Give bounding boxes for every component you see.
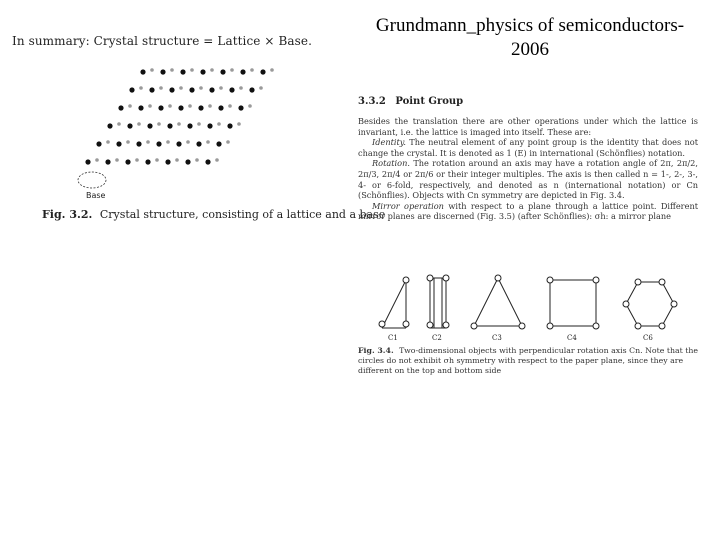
- lattice-point: [238, 105, 243, 110]
- base-atom: [175, 158, 179, 162]
- lattice-point: [227, 123, 232, 128]
- lattice-point: [107, 123, 112, 128]
- section-body: [358, 116, 698, 222]
- lattice-point: [158, 105, 163, 110]
- base-atom: [170, 68, 174, 72]
- lattice-point: [205, 159, 210, 164]
- base-highlight-ellipse: [78, 172, 106, 188]
- base-atom: [219, 86, 223, 90]
- base-atom: [139, 86, 143, 90]
- lattice-point: [207, 123, 212, 128]
- base-atom: [270, 68, 274, 72]
- lattice-point: [165, 159, 170, 164]
- fig-3-4-text: Two-dimensional objects with perpendicular rotation axis Cn. Note that the circles do not exhibit σh symmetry with respect to the paper plane, since they are different on the top and bottom side: [358, 346, 699, 375]
- lattice-point: [189, 87, 194, 92]
- summary-text: In summary: Crystal structure = Lattice × Base.: [12, 34, 313, 48]
- lattice-point: [156, 141, 161, 146]
- section-heading: [358, 96, 463, 107]
- base-atom: [217, 122, 221, 126]
- lattice-point: [176, 141, 181, 146]
- base-atom: [208, 104, 212, 108]
- intro-paragraph: Besides the translation there are other operations under which the lattice is invariant, i.e. the lattice is imaged into itself. These are:: [358, 116, 698, 137]
- c4-shape: [547, 277, 599, 329]
- identity-term: Identity.: [372, 137, 406, 148]
- c1-shape: [379, 277, 409, 328]
- lattice-point: [140, 69, 145, 74]
- mirror-term: Mirror operation: [372, 200, 444, 211]
- lattice-dots: [85, 68, 273, 164]
- rotation-term: Rotation.: [372, 158, 410, 169]
- base-atom: [195, 158, 199, 162]
- lattice-point: [187, 123, 192, 128]
- base-atom: [199, 86, 203, 90]
- base-label: Base: [86, 191, 106, 200]
- base-atom: [186, 140, 190, 144]
- rotation-paragraph: [358, 158, 698, 200]
- lattice-point: [229, 87, 234, 92]
- lattice-point: [136, 141, 141, 146]
- lattice-point: [127, 123, 132, 128]
- lattice-point: [220, 69, 225, 74]
- lattice-point: [138, 105, 143, 110]
- shape-label-c2: C2: [432, 334, 442, 342]
- shape-label-c3: C3: [492, 334, 502, 342]
- base-atom: [117, 122, 121, 126]
- base-atom: [128, 104, 132, 108]
- base-atom: [166, 140, 170, 144]
- rotation-symmetry-figure: [360, 268, 700, 344]
- base-atom: [150, 68, 154, 72]
- identity-text: The neutral element of any point group is the identity that does not change the crystal. It is denoted as 1 (E) in international (Schönflies) notation.: [358, 137, 698, 158]
- base-atom: [237, 122, 241, 126]
- base-atom: [248, 104, 252, 108]
- lattice-point: [178, 105, 183, 110]
- base-atom: [177, 122, 181, 126]
- base-atom: [157, 122, 161, 126]
- lattice-point: [180, 69, 185, 74]
- lattice-point: [216, 141, 221, 146]
- section-title: Point Group: [395, 96, 464, 107]
- base-atom: [95, 158, 99, 162]
- lattice-point: [145, 159, 150, 164]
- c3-shape: [471, 275, 525, 329]
- base-atom: [250, 68, 254, 72]
- fig-3-2-caption: [42, 208, 385, 221]
- base-atom: [206, 140, 210, 144]
- crystal-lattice-figure: [60, 60, 330, 200]
- lattice-point: [169, 87, 174, 92]
- lattice-point: [167, 123, 172, 128]
- base-atom: [148, 104, 152, 108]
- base-atom: [210, 68, 214, 72]
- c6-shape: [623, 279, 677, 329]
- base-atom: [215, 158, 219, 162]
- lattice-point: [196, 141, 201, 146]
- base-atom: [126, 140, 130, 144]
- base-atom: [115, 158, 119, 162]
- lattice-point: [85, 159, 90, 164]
- base-atom: [135, 158, 139, 162]
- lattice-point: [260, 69, 265, 74]
- lattice-point: [209, 87, 214, 92]
- base-atom: [155, 158, 159, 162]
- base-atom: [106, 140, 110, 144]
- base-atom: [230, 68, 234, 72]
- lattice-point: [200, 69, 205, 74]
- base-atom: [188, 104, 192, 108]
- fig-3-4-label: Fig. 3.4.: [358, 346, 394, 355]
- lattice-point: [249, 87, 254, 92]
- base-atom: [197, 122, 201, 126]
- lattice-point: [160, 69, 165, 74]
- base-atom: [190, 68, 194, 72]
- base-atom: [259, 86, 263, 90]
- base-atom: [179, 86, 183, 90]
- base-atom: [146, 140, 150, 144]
- base-atom: [137, 122, 141, 126]
- lattice-point: [149, 87, 154, 92]
- identity-paragraph: [358, 137, 698, 158]
- fig-3-2-label: Fig. 3.2.: [42, 208, 93, 221]
- lattice-point: [96, 141, 101, 146]
- lattice-point: [147, 123, 152, 128]
- lattice-point: [185, 159, 190, 164]
- base-atom: [159, 86, 163, 90]
- lattice-point: [129, 87, 134, 92]
- lattice-point: [116, 141, 121, 146]
- base-atom: [168, 104, 172, 108]
- lattice-point: [198, 105, 203, 110]
- base-atom: [239, 86, 243, 90]
- base-atom: [226, 140, 230, 144]
- lattice-point: [125, 159, 130, 164]
- lattice-point: [240, 69, 245, 74]
- base-atom: [228, 104, 232, 108]
- shape-label-c6: C6: [643, 334, 653, 342]
- fig-3-4-caption: [358, 346, 698, 376]
- shape-label-c4: C4: [567, 334, 577, 342]
- c2-shape: [427, 275, 449, 328]
- lattice-point: [105, 159, 110, 164]
- section-number: 3.3.2: [358, 96, 386, 107]
- mirror-text: with respect to a plane through a lattice point. Different mirror planes are discerned (Fig. 3.5) (after Schönflies): σh: a mirror plane: [358, 200, 699, 222]
- mirror-paragraph: [358, 201, 698, 222]
- fig-3-2-text: Crystal structure, consisting of a lattice and a base: [99, 208, 386, 221]
- lattice-point: [118, 105, 123, 110]
- slide-title: Grundmann_physics of semiconductors-2006: [375, 15, 685, 60]
- rotation-text: The rotation around an axis may have a rotation angle of 2π, 2π/2, 2π/3, 2π/4 or 2π/6 or their integer multiples. The axis is then called n = 1-, 2-, 3-, 4- or 6-fold, respectively, and denoted as n (international notation) or Cn (Schönflies). Objects with Cn symmetry are depicted in Fig. 3.4.: [358, 158, 698, 201]
- lattice-point: [218, 105, 223, 110]
- shape-label-c1: C1: [388, 334, 398, 342]
